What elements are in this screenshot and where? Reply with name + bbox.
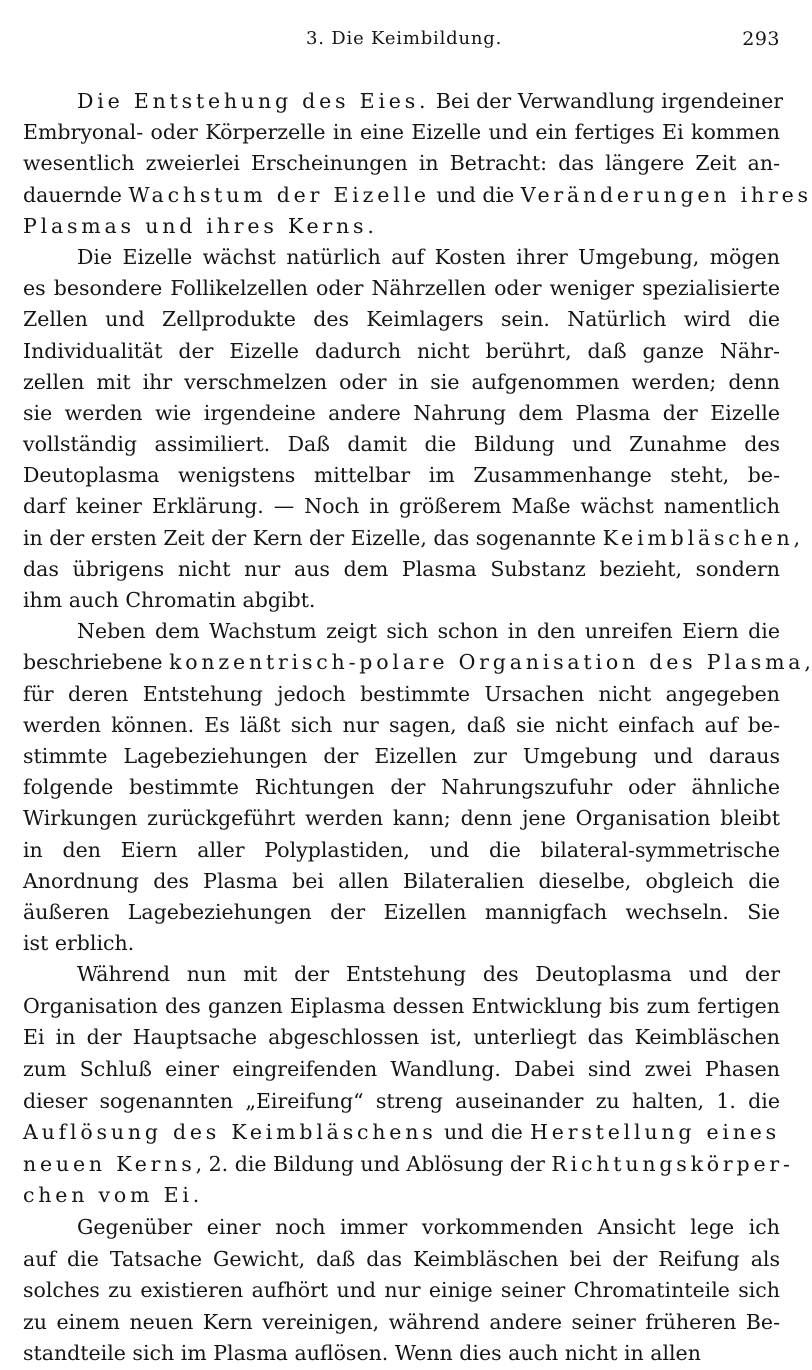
text-run: zellen mit ihr verschmelzen oder in sie aufgenommen werden; denn xyxy=(23,369,780,394)
section-title: 3. Die Keimbildung. xyxy=(306,28,503,49)
text-run: zu einem neuen Kern vereinigen, während andere seiner früheren Be- xyxy=(23,1309,780,1334)
spaced-emphasis: Auflösung des Keimbläschens xyxy=(23,1120,437,1145)
text-run: darf keiner Erklärung. — Noch in größerem Maße wächst namentlich xyxy=(23,494,780,519)
text-run: beschriebene xyxy=(23,650,170,675)
text-run: Individualität der Eizelle dadurch nicht berührt, daß ganze Nähr- xyxy=(23,338,780,363)
text-line xyxy=(23,1180,780,1212)
text-run: in den Eiern aller Polyplastiden, und die bilateral-symmetrische xyxy=(23,837,780,862)
text-line xyxy=(23,928,780,959)
text-run: , xyxy=(793,525,801,550)
text-run: dauernde xyxy=(23,182,129,207)
text-line xyxy=(23,959,780,991)
spaced-emphasis: Wachstum der Eizelle xyxy=(128,182,430,207)
text-line xyxy=(23,1275,780,1307)
text-run: Anordnung des Plasma bei allen Bilateralien dieselbe, obgleich die xyxy=(23,868,780,893)
text-run: Gegenüber einer noch immer vorkommenden Ansicht lege ich xyxy=(77,1215,780,1239)
running-header xyxy=(0,28,800,62)
text-run: . xyxy=(192,1183,200,1208)
text-run: sie werden wie irgendeine andere Nahrung dem Plasma der Eizelle xyxy=(23,400,780,425)
spaced-emphasis: Keimbläschen xyxy=(602,525,794,550)
text-line xyxy=(23,273,780,304)
text-run: in der ersten Zeit der Kern der Eizelle, das sogenannte xyxy=(23,525,603,550)
text-run: äußeren Lagebeziehungen der Eizellen mannigfach wechseln. Sie xyxy=(23,899,780,924)
paragraph xyxy=(23,1212,780,1370)
text-run: Neben dem Wachstum zeigt sich schon in den unreifen Eiern die xyxy=(77,619,780,644)
text-run: ist erblich. xyxy=(23,931,135,956)
text-line xyxy=(23,897,780,928)
spaced-emphasis: Richtungskörper- xyxy=(551,1151,794,1176)
text-line xyxy=(23,1244,780,1276)
text-line xyxy=(23,772,780,803)
text-line xyxy=(23,367,780,398)
text-line xyxy=(23,1022,780,1054)
text-run: wesentlich zweierlei Erscheinungen in Betracht: das längere Zeit an- xyxy=(23,151,780,176)
text-line xyxy=(23,1338,780,1370)
text-line xyxy=(23,741,780,772)
text-run: Embryonal- oder Körperzelle in eine Eizelle und ein fertiges Ei kommen xyxy=(23,120,780,145)
text-line xyxy=(23,180,812,211)
spaced-emphasis: Veränderungen ihres xyxy=(520,182,812,207)
text-run: das übrigens nicht nur aus dem Plasma Substanz bezieht, sondern xyxy=(23,556,780,581)
text-run: folgende bestimmte Richtungen der Nahrungszufuhr oder ähnliche xyxy=(23,775,780,800)
text-run: vollständig assimiliert. Daß damit die Bildung und Zunahme des xyxy=(23,432,780,457)
spaced-emphasis: neuen Kerns xyxy=(23,1151,196,1176)
text-line xyxy=(23,242,780,273)
text-line xyxy=(23,991,780,1023)
text-line xyxy=(23,679,780,710)
spaced-emphasis: chen vom Ei xyxy=(23,1183,193,1208)
text-line xyxy=(23,336,780,367)
text-line xyxy=(23,148,780,179)
text-run: Ei in der Hauptsache abgeschlossen ist, unterliegt das Keimbläschen xyxy=(23,1025,780,1050)
text-line xyxy=(23,429,780,460)
text-run: auf die Tatsache Gewicht, daß das Keimbläschen bei der Reifung als xyxy=(23,1246,780,1271)
text-run: und die xyxy=(436,1120,531,1145)
text-line xyxy=(23,710,780,741)
text-line xyxy=(23,554,780,585)
paragraph xyxy=(23,959,794,1212)
text-line xyxy=(23,1149,794,1181)
text-run: Die Eizelle wächst natürlich auf Kosten ihrer Umgebung, mögen xyxy=(77,244,780,269)
text-line xyxy=(23,647,811,678)
text-run: standteile sich im Plasma auflösen. Wenn dies auch nicht in allen xyxy=(23,1341,701,1366)
text-run: ihm auch Chromatin abgibt. xyxy=(23,588,316,612)
text-line xyxy=(23,211,780,242)
spaced-emphasis: Herstellung eines xyxy=(530,1120,781,1145)
paragraph xyxy=(23,86,812,242)
text-line xyxy=(23,1307,780,1339)
text-run: , 2. die xyxy=(195,1151,274,1176)
text-line xyxy=(23,835,780,866)
text-line xyxy=(23,866,780,897)
text-line xyxy=(23,585,780,616)
text-run: Bei der Verwandlung irgendeiner xyxy=(429,89,784,113)
paragraph xyxy=(23,616,811,959)
paragraph xyxy=(23,242,801,616)
text-line xyxy=(23,398,780,429)
text-run: solches zu existieren aufhört und nur einige seiner Chromatinteile sich xyxy=(23,1278,780,1303)
text-run: , xyxy=(804,650,811,675)
text-run: es besondere Follikelzellen oder Nährzellen oder weniger spezialisierte xyxy=(23,276,780,301)
text-run: Deutoplasma wenigstens mittelbar im Zusammenhange steht, be- xyxy=(23,463,780,488)
text-run: für deren Entstehung jedoch bestimmte Ursachen nicht angegeben xyxy=(23,681,780,706)
text-line xyxy=(23,460,780,491)
spaced-emphasis: Plasmas und ihres Kerns. xyxy=(23,213,378,238)
text-line xyxy=(23,1117,780,1149)
text-line xyxy=(23,86,784,117)
body-text xyxy=(23,86,812,1370)
text-run: Während nun mit der Entstehung des Deutoplasma und der xyxy=(77,962,780,987)
text-run: zum Schluß einer eingreifenden Wandlung. Dabei sind zwei Phasen xyxy=(23,1057,780,1082)
spaced-emphasis: konzentrisch-polare Organisation des Plasma xyxy=(169,650,805,675)
text-run: Organisation des ganzen Eiplasma dessen Entwicklung bis zum fertigen xyxy=(23,993,780,1018)
text-run: stimmte Lagebeziehungen der Eizellen zur Umgebung und daraus xyxy=(23,743,780,768)
text-line xyxy=(23,1086,780,1118)
text-run: Bildung und Ablösung der xyxy=(273,1151,552,1176)
text-run: Zellen und Zellprodukte des Keimlagers sein. Natürlich wird die xyxy=(23,307,780,332)
text-line xyxy=(23,1054,780,1086)
text-run: dieser sogenannten „Eireifung“ streng auseinander zu halten, 1. die xyxy=(23,1088,780,1113)
text-line xyxy=(23,523,801,554)
text-line xyxy=(23,616,780,647)
page-number: 293 xyxy=(742,28,780,50)
text-line xyxy=(23,1212,780,1244)
text-line xyxy=(23,803,780,834)
text-run: Wirkungen zurückgeführt werden kann; denn jene Organisation bleibt xyxy=(23,806,780,831)
text-run: werden können. Es läßt sich nur sagen, daß sie nicht einfach auf be- xyxy=(23,712,780,737)
text-line xyxy=(23,304,780,335)
text-line xyxy=(23,117,780,148)
text-line xyxy=(23,491,780,522)
text-run: und die xyxy=(429,182,521,207)
spaced-emphasis: Die Entstehung des Eies. xyxy=(77,89,430,113)
